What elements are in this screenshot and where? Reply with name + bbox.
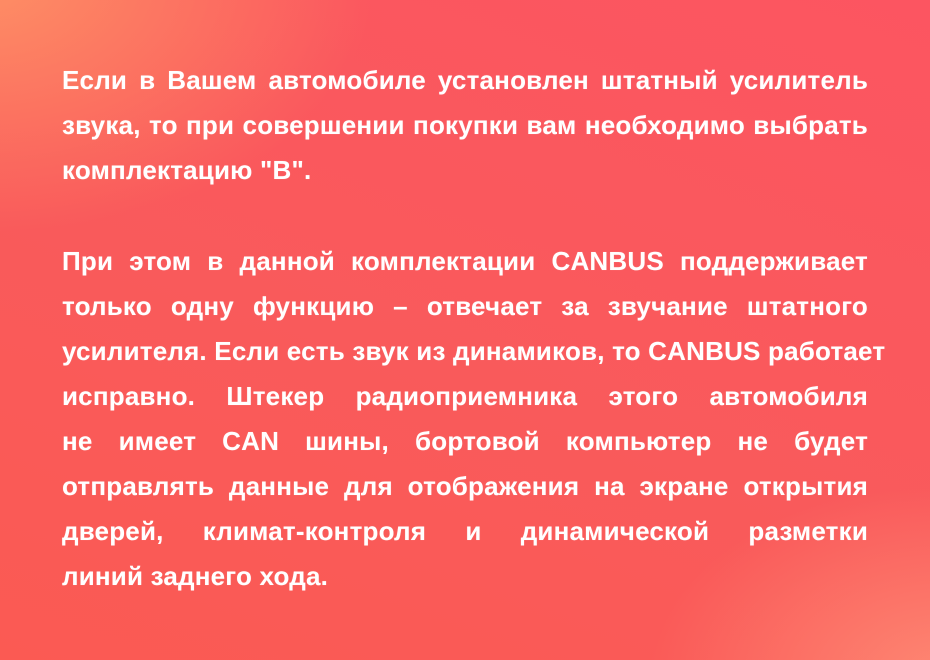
text-line: звука, то при совершении покупки вам необходимо выбрать [62, 110, 868, 140]
paragraph-2 [62, 239, 886, 599]
text-line: При этом в данной комплектации CANBUS поддерживает [62, 246, 868, 276]
paragraph-1 [62, 58, 868, 193]
text-line: не имеет CAN шины, бортовой компьютер не будет [62, 426, 868, 456]
text-line: дверей, климат-контроля и динамической разметки [62, 516, 868, 546]
text-line: только одну функцию – отвечает за звучание штатного [62, 291, 868, 321]
text-line: исправно. Штекер радиоприемника этого автомобиля [62, 381, 868, 411]
text-line: линий заднего хода. [62, 561, 329, 591]
text-line: комплектацию "В". [62, 155, 312, 185]
text-line: Если в Вашем автомобиле установлен штатный усилитель [62, 65, 868, 95]
text-line: отправлять данные для отображения на экране открытия [62, 471, 868, 501]
text-line: усилителя. Если есть звук из динамиков, то CANBUS работает [62, 336, 886, 366]
